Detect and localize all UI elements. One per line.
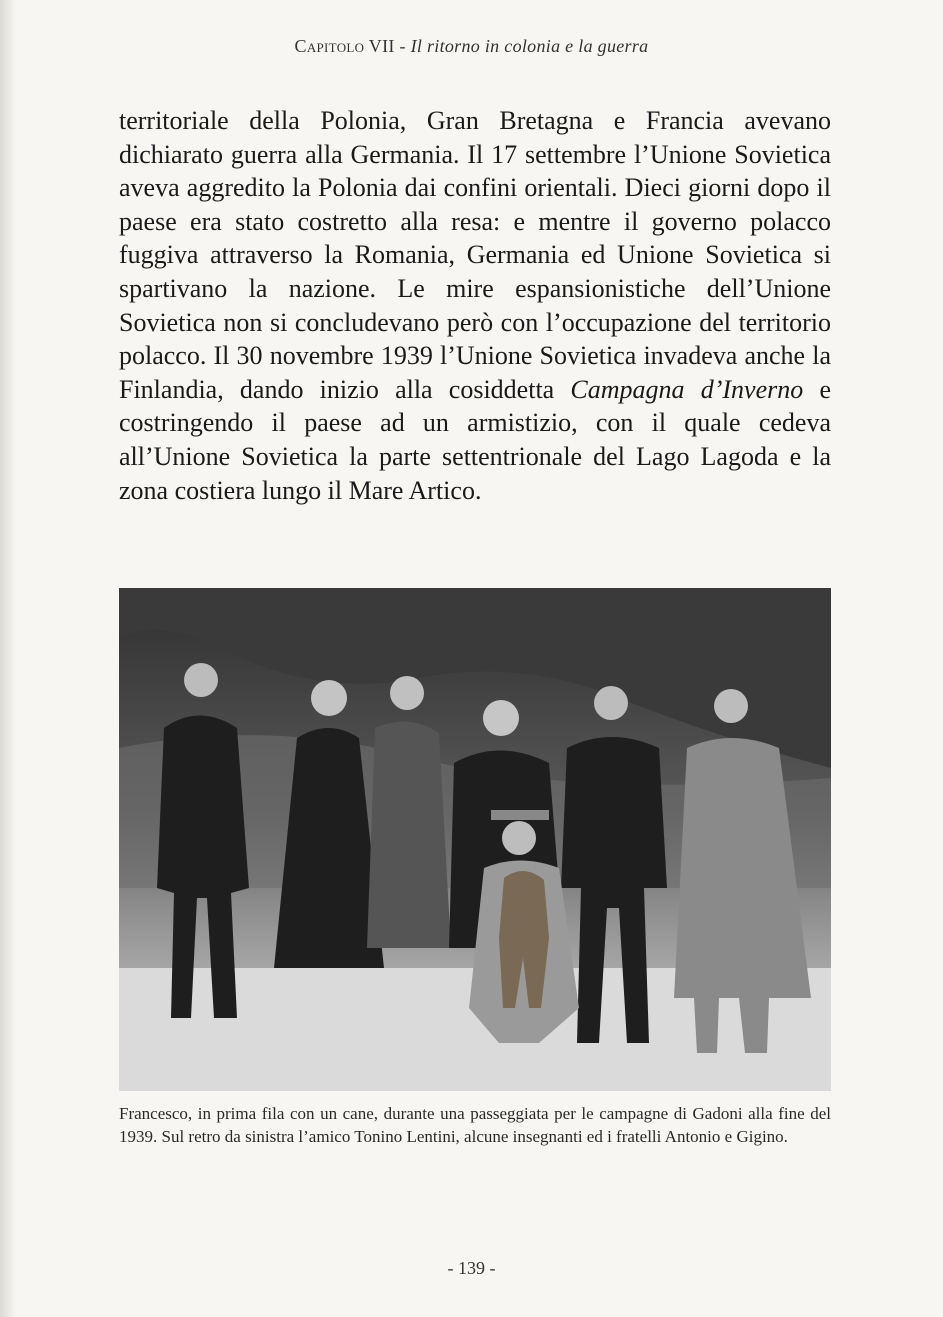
page-binding-edge — [0, 0, 16, 1317]
running-head — [0, 36, 943, 57]
photo-caption: Francesco, in prima fila con un cane, durante una passeggiata per le campagne di Gadoni alla fine del 1939. Sul retro da sinistra l’amico Tonino Lentini, alcune insegnanti ed i fratelli Antonio e Gigino. — [119, 1104, 831, 1146]
chapter-title: Il ritorno in colonia e la guerra — [410, 36, 649, 56]
running-head-separator: - — [394, 36, 411, 56]
body-text-part2: e costringendo il paese ad un armistizio, con il quale cedeva all’Unione Sovietica la parte settentrionale del Lago Lagoda e la zona costiera lungo il Mare Artico. — [119, 374, 831, 505]
body-paragraph — [119, 104, 831, 507]
page-number: - 139 - — [447, 1258, 496, 1278]
body-text-part1: territoriale della Polonia, Gran Bretagna e Francia avevano dichiarato guerra alla Germania. Il 17 settembre l’Unione Sovietica aveva aggredito la Polonia dai confini orientali. Dieci giorni dopo il paese era stato costretto alla resa: e mentre il governo polacco fuggiva attraverso la Romania, Germania ed Unione Sovietica si spartivano la nazione. Le mire espansionistiche dell’Unione Sovietica non si concludevano però con l’occupazione del territorio polacco. Il 30 novembre 1939 l’Unione Sovietica invadeva anche la Finlandia, dando inizio alla cosiddetta — [119, 106, 831, 404]
body-text-italic: Campagna d’Inverno — [570, 374, 804, 404]
group-photo-icon — [119, 588, 831, 1091]
group-photo — [119, 588, 831, 1091]
chapter-label: Capitolo VII — [294, 36, 395, 56]
